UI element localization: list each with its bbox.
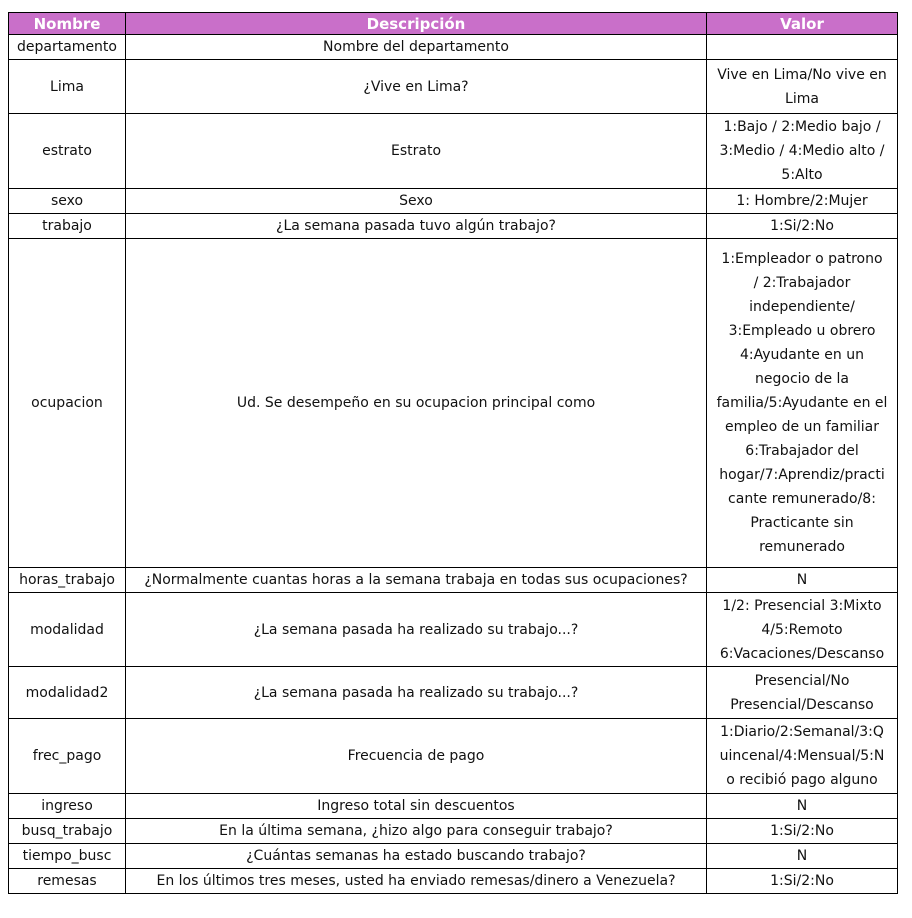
- cell-nombre: busq_trabajo: [9, 819, 126, 844]
- cell-valor: [707, 35, 898, 60]
- cell-descripcion: Nombre del departamento: [126, 35, 707, 60]
- cell-valor: 1:Si/2:No: [707, 214, 898, 239]
- cell-valor: Presencial/No Presencial/Descanso: [707, 667, 898, 719]
- cell-nombre: horas_trabajo: [9, 568, 126, 593]
- cell-nombre: departamento: [9, 35, 126, 60]
- cell-valor: 1:Bajo / 2:Medio bajo / 3:Medio / 4:Medio alto / 5:Alto: [707, 114, 898, 189]
- table-body: [9, 35, 898, 894]
- cell-valor: N: [707, 844, 898, 869]
- table-row: [9, 114, 898, 189]
- table-row: [9, 568, 898, 593]
- variables-table: [8, 12, 898, 894]
- cell-descripcion: Ud. Se desempeño en su ocupacion principal como: [126, 239, 707, 568]
- cell-nombre: estrato: [9, 114, 126, 189]
- table-row: [9, 239, 898, 568]
- cell-nombre: modalidad: [9, 593, 126, 667]
- cell-descripcion: ¿La semana pasada ha realizado su trabajo...?: [126, 593, 707, 667]
- cell-nombre: Lima: [9, 60, 126, 114]
- cell-descripcion: ¿Cuántas semanas ha estado buscando trabajo?: [126, 844, 707, 869]
- table-row: [9, 189, 898, 214]
- header-descripcion: Descripción: [126, 13, 707, 35]
- cell-nombre: tiempo_busc: [9, 844, 126, 869]
- cell-descripcion: Ingreso total sin descuentos: [126, 794, 707, 819]
- header-nombre: Nombre: [9, 13, 126, 35]
- cell-valor: 1:Empleador o patrono / 2:Trabajador independiente/ 3:Empleado u obrero 4:Ayudante en un negocio de la familia/5:Ayudante en el empleo de un familiar 6:Trabajador del hogar/7:Aprendiz/practi cante remunerado/8: Practicante sin remunerado: [707, 239, 898, 568]
- cell-descripcion: Sexo: [126, 189, 707, 214]
- cell-descripcion: En la última semana, ¿hizo algo para conseguir trabajo?: [126, 819, 707, 844]
- cell-descripcion: Frecuencia de pago: [126, 719, 707, 794]
- cell-valor: 1:Si/2:No: [707, 869, 898, 894]
- cell-valor: N: [707, 794, 898, 819]
- cell-valor: 1:Si/2:No: [707, 819, 898, 844]
- cell-nombre: frec_pago: [9, 719, 126, 794]
- header-valor: Valor: [707, 13, 898, 35]
- cell-valor: N: [707, 568, 898, 593]
- table-row: [9, 869, 898, 894]
- cell-descripcion: ¿La semana pasada tuvo algún trabajo?: [126, 214, 707, 239]
- table-row: [9, 819, 898, 844]
- cell-valor: 1/2: Presencial 3:Mixto 4/5:Remoto 6:Vacaciones/Descanso: [707, 593, 898, 667]
- cell-nombre: remesas: [9, 869, 126, 894]
- table-row: [9, 794, 898, 819]
- table-row: [9, 593, 898, 667]
- cell-nombre: ingreso: [9, 794, 126, 819]
- table-row: [9, 844, 898, 869]
- cell-descripcion: ¿Vive en Lima?: [126, 60, 707, 114]
- table-row: [9, 667, 898, 719]
- cell-descripcion: En los últimos tres meses, usted ha enviado remesas/dinero a Venezuela?: [126, 869, 707, 894]
- header-row: [9, 13, 898, 35]
- cell-descripcion: Estrato: [126, 114, 707, 189]
- table-row: [9, 35, 898, 60]
- cell-descripcion: ¿La semana pasada ha realizado su trabajo...?: [126, 667, 707, 719]
- cell-nombre: ocupacion: [9, 239, 126, 568]
- table-row: [9, 719, 898, 794]
- cell-valor: 1:Diario/2:Semanal/3:Q uincenal/4:Mensual/5:N o recibió pago alguno: [707, 719, 898, 794]
- cell-descripcion: ¿Normalmente cuantas horas a la semana trabaja en todas sus ocupaciones?: [126, 568, 707, 593]
- cell-nombre: sexo: [9, 189, 126, 214]
- cell-nombre: trabajo: [9, 214, 126, 239]
- table-row: [9, 214, 898, 239]
- cell-valor: Vive en Lima/No vive en Lima: [707, 60, 898, 114]
- cell-nombre: modalidad2: [9, 667, 126, 719]
- cell-valor: 1: Hombre/2:Mujer: [707, 189, 898, 214]
- table-row: [9, 60, 898, 114]
